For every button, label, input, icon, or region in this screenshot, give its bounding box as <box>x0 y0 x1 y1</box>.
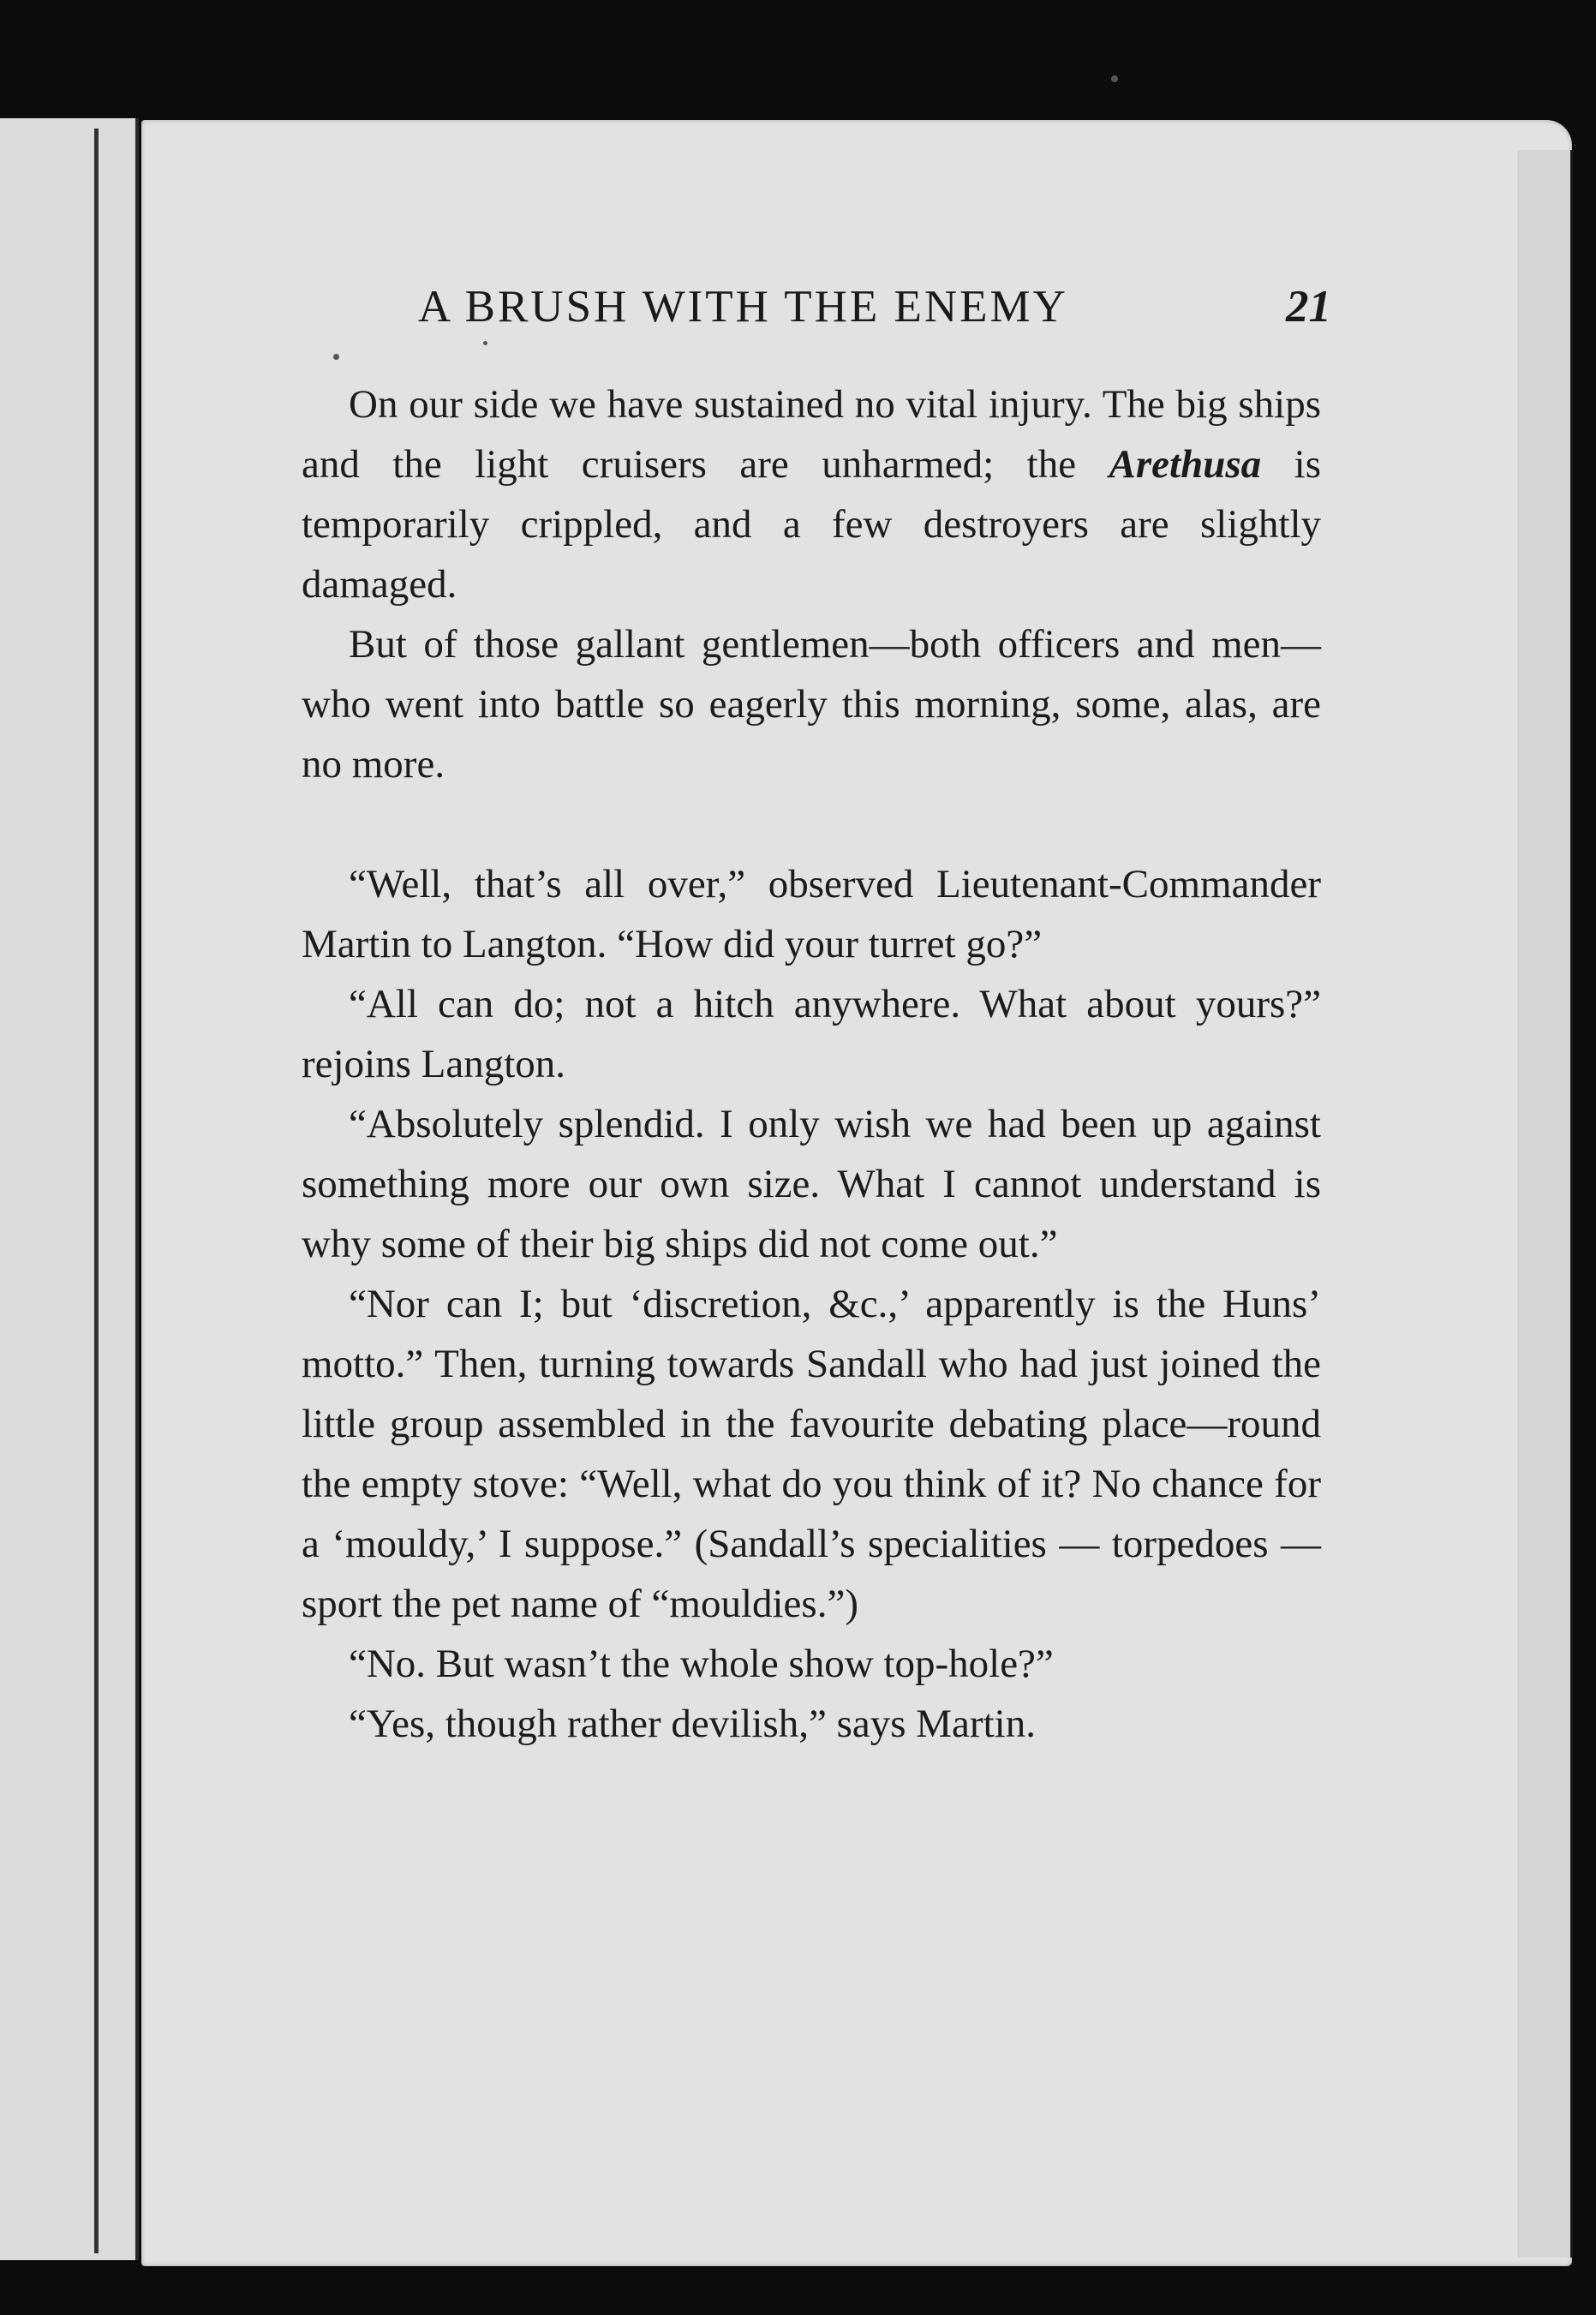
paragraph: On our side we have sustained no vital injury. The big ships and the light cruisers are unharmed; the Arethusa is temporarily crippled, and a few destroyers are slightly damaged. <box>302 382 1321 607</box>
page-header <box>156 281 1331 332</box>
ship-name: Arethusa <box>1109 442 1262 487</box>
paragraph: “No. But wasn’t the whole show top-hole?” <box>349 1642 1054 1686</box>
previous-page-edge <box>0 118 139 2260</box>
page-stack-edge <box>1518 150 1573 2258</box>
speck <box>333 354 339 360</box>
book-gutter <box>94 129 99 2253</box>
paragraph: But of those gallant gentlemen—both officers and men—who went into battle so eagerly this morning, some, alas, are no more. <box>302 622 1321 787</box>
paragraph: “All can do; not a hitch anywhere. What about yours?” rejoins Langton. <box>302 982 1321 1086</box>
paragraph: “Yes, though rather devilish,” says Martin. <box>349 1702 1036 1746</box>
speck <box>1111 75 1118 82</box>
page-number: 21 <box>1286 282 1331 332</box>
body-text <box>302 374 1321 1754</box>
speck <box>483 341 487 345</box>
running-head: A BRUSH WITH THE ENEMY <box>418 282 1068 332</box>
paragraph: “Nor can I; but ‘discretion, &c.,’ apparently is the Huns’ motto.” Then, turning towards Sandall who had just joined the little group assembled in the favourite debating place—round the empty stove: “Well, what do you think of it? No chance for a ‘mouldy,’ I suppose.” (Sandall’s specialities — torpedoes — sport the pet name of “mouldies.”) <box>302 1282 1321 1626</box>
paragraph: “Absolutely splendid. I only wish we had been up against something more our own size. What I cannot understand is why some of their big ships did not come out.” <box>302 1102 1321 1266</box>
paragraph: “Well, that’s all over,” observed Lieutenant-Commander Martin to Langton. “How did your turret go?” <box>302 862 1321 966</box>
